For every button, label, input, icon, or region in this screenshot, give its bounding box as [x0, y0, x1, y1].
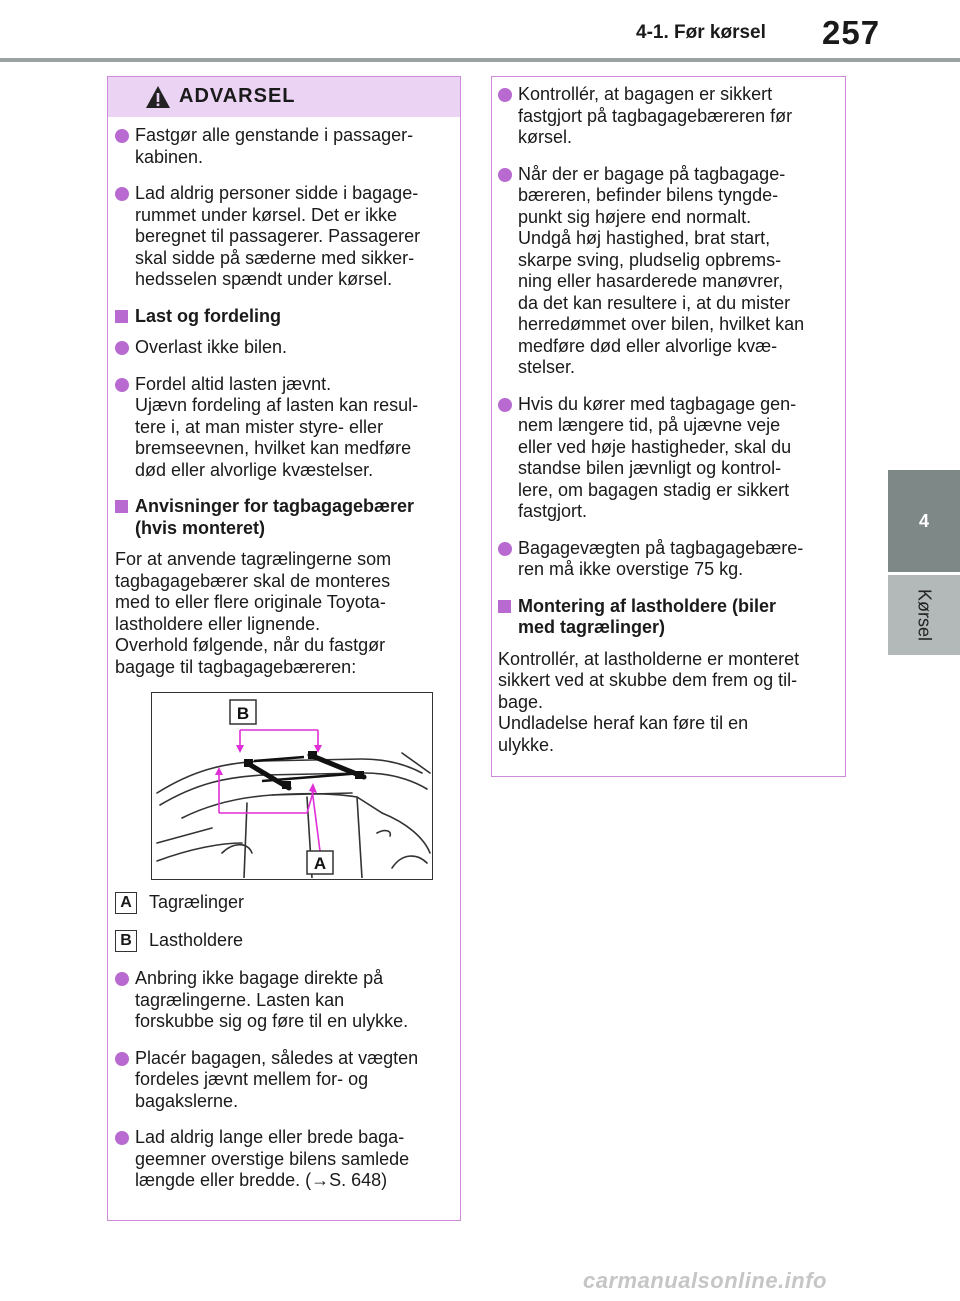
heading-load: Last og fordeling [115, 306, 455, 328]
header-rule [0, 58, 960, 62]
bullet-dot-icon [498, 168, 512, 182]
figure-label-a: A [313, 854, 327, 873]
heading-mounting: Montering af lastholdere (biler med tagrælinger) [498, 596, 840, 639]
bullet-dot-icon [115, 1131, 129, 1145]
list-item: Bagagevægten på tagbagagebære- ren må ikke overstige 75 kg. [498, 538, 840, 581]
section-title: 4-1. Før kørsel [636, 22, 766, 43]
bullet-dot-icon [115, 378, 129, 392]
heading-square-icon [498, 600, 511, 613]
bullet-dot-icon [498, 88, 512, 102]
page-number: 257 [822, 14, 881, 51]
bullet-dot-icon [498, 398, 512, 412]
list-item: Fordel altid lasten jævnt. Ujævn fordeling af lasten kan resul- tere i, at man mister styre- eller bremseevnen, hvilket kan medføre død eller alvorlige kvæstelser. [115, 374, 455, 482]
roof-rack-figure [151, 692, 433, 880]
bullet-dot-icon [115, 341, 129, 355]
list-item: Anbring ikke bagage direkte på tagrælingerne. Lasten kan forskubbe sig og føre til en ulykke. [115, 968, 455, 1033]
chapter-tab-number[interactable]: 4 [888, 470, 960, 572]
warning-header [108, 77, 460, 117]
watermark: carmanualsonline.info [583, 1268, 827, 1293]
paragraph-roof-carrier: For at anvende tagrælingerne som tagbagagebærer skal de monteres med to eller flere originale Toyota- lastholdere eller lignende. Overhold følgende, når du fastgør bagage til tagbagagebæreren: [115, 549, 392, 677]
list-item: Lad aldrig personer sidde i bagage- rummet under kørsel. Det er ikke beregnet til passagerer. Passagerer skal sidde på sæderne med sikker- hedsselen spændt under kørsel. [115, 183, 455, 291]
list-item: Lad aldrig lange eller brede baga- geemner overstige bilens samlede længde eller bredde. (→S. 648) [115, 1127, 455, 1192]
list-item: Overlast ikke bilen. [115, 337, 455, 359]
chapter-tab-title: Kørsel [914, 588, 935, 642]
car-roof-illustration [152, 693, 431, 878]
left-column [115, 125, 455, 1207]
list-item: Kontrollér, at bagagen er sikkert fastgjort på tagbagagebæreren før kørsel. [498, 84, 840, 149]
warning-triangle-icon [145, 85, 171, 109]
figure-label-b: B [236, 704, 250, 723]
warning-title: ADVARSEL [179, 85, 296, 107]
chapter-tab-label[interactable] [888, 575, 960, 655]
bullet-dot-icon [115, 1052, 129, 1066]
heading-square-icon [115, 310, 128, 323]
heading-square-icon [115, 500, 128, 513]
list-item: Hvis du kører med tagbagage gen- nem længere tid, på ujævne veje eller ved høje hastigheder, skal du standse bilen jævnligt og kontrol- lere, om bagagen stadig er sikkert fastgjort. [498, 394, 840, 523]
legend-item-b: B Lastholdere [115, 930, 455, 952]
bullet-dot-icon [115, 129, 129, 143]
right-column [498, 84, 840, 766]
legend-letter-b: B [115, 930, 137, 952]
legend-item-a: A Tagrælinger [115, 892, 455, 914]
heading-roof-carrier: Anvisninger for tagbagagebærer (hvis monteret) [115, 496, 455, 539]
bullet-dot-icon [498, 542, 512, 556]
list-item: Fastgør alle genstande i passager- kabinen. [115, 125, 455, 168]
list-item: Placér bagagen, således at vægten fordeles jævnt mellem for- og bagakslerne. [115, 1048, 455, 1113]
bullet-dot-icon [115, 187, 129, 201]
list-item: Når der er bagage på tagbagage- bæreren, befinder bilens tyngde- punkt sig højere end normalt. Undgå høj hastighed, brat start, skarpe sving, pludselig opbrems- ning eller hasarderede manøvrer, da det kan resultere i, at du mister herredømmet over bilen, hvilket kan medføre død eller alvorlige kvæ- stelser. [498, 164, 840, 379]
paragraph-mounting: Kontrollér, at lastholderne er monteret sikkert ved at skubbe dem frem og til- bage. Undladelse heraf kan føre til en ulykke. [498, 648, 800, 755]
legend-letter-a: A [115, 892, 137, 914]
bullet-dot-icon [115, 972, 129, 986]
